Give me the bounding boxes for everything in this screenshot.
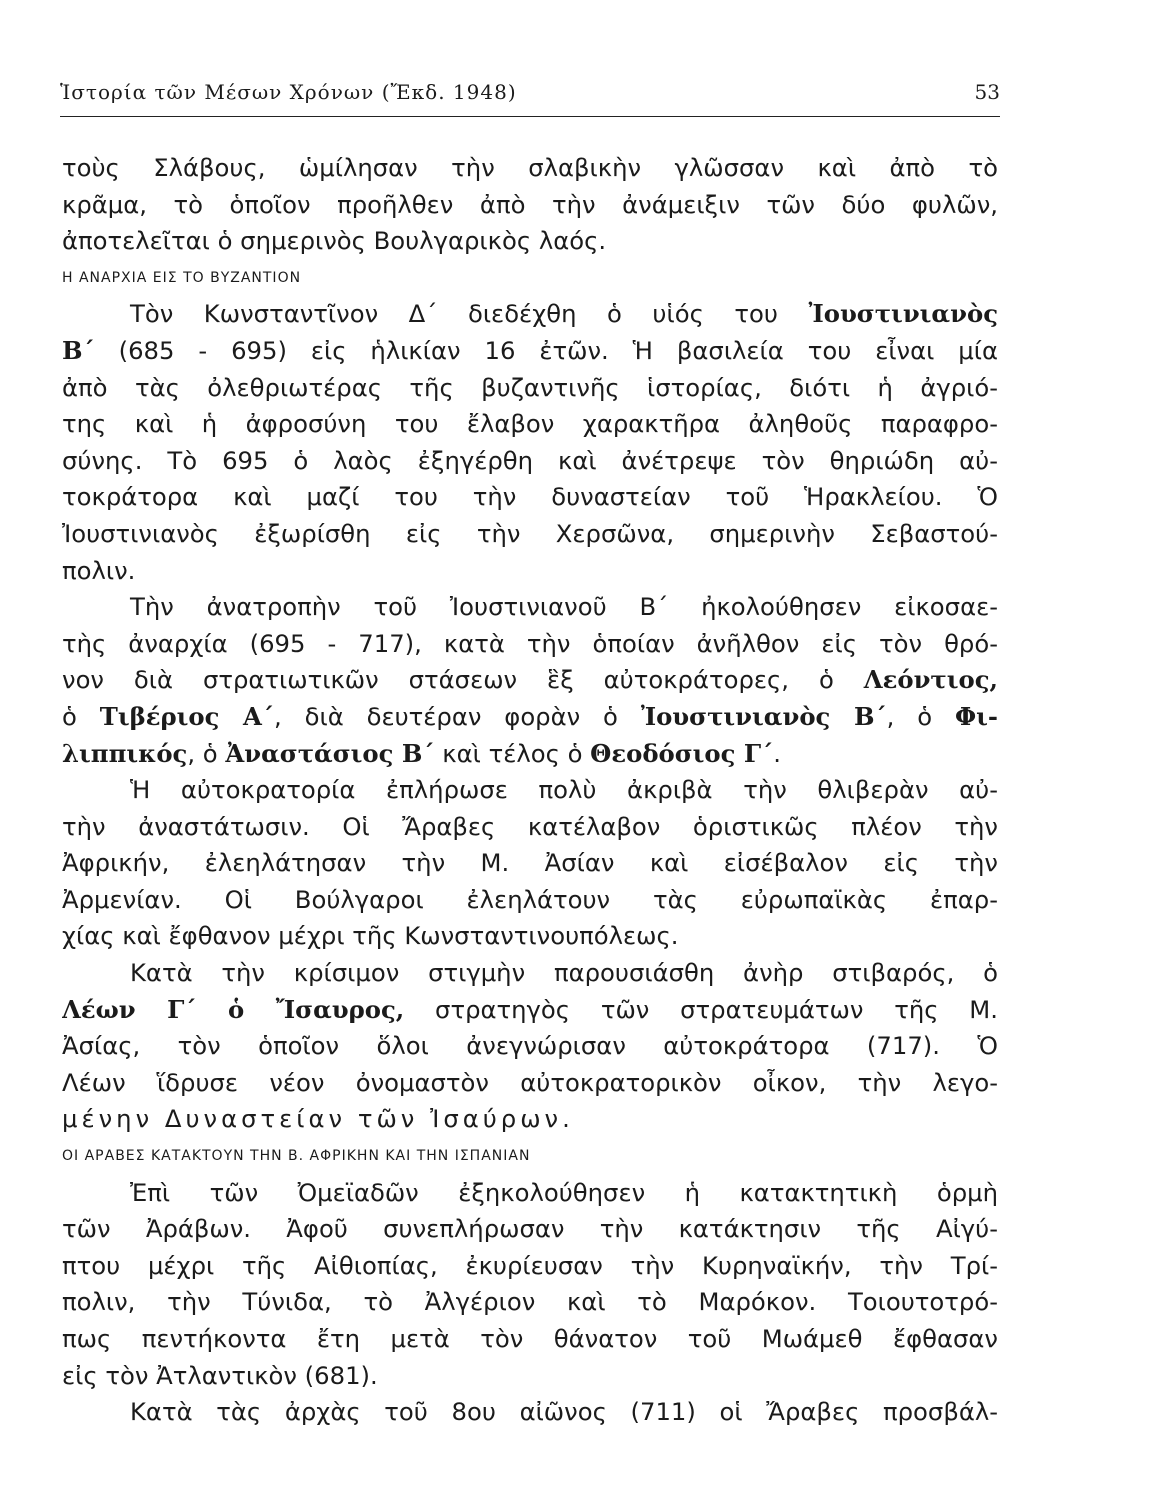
- text-line: Β΄ (685 - 695) εἰς ἡλικίαν 16 ἐτῶν. Ἡ βασιλεία του εἶναι μία: [62, 335, 998, 365]
- running-title: Ἱστορία τῶν Μέσων Χρόνων (Ἔκδ. 1948): [60, 80, 517, 104]
- text-line: νον διὰ στρατιωτικῶν στάσεων ἓξ αὐτοκράτορες, ὁ Λεόντιος,: [62, 665, 998, 695]
- text-line: χίας καὶ ἔφθανον μέχρι τῆς Κωνσταντινουπόλεως.: [62, 921, 679, 951]
- text-line: Λέων Γ΄ ὁ Ἴσαυρος, στρατηγὸς τῶν στρατευμάτων τῆς Μ.: [62, 994, 998, 1024]
- text-line: Ἀσίας, τὸν ὁποῖον ὅλοι ἀνεγνώρισαν αὐτοκράτορα (717). Ὁ: [62, 1031, 998, 1061]
- text-line: Λέων ἵδρυσε νέον ὀνομαστὸν αὐτοκρατορικὸν οἶκον, τὴν λεγο-: [62, 1067, 998, 1097]
- section-heading-arab-conquest: ΟΙ ΑΡΑΒΕΣ ΚΑΤΑΚΤΟΥΝ ΤΗΝ Β. ΑΦΡΙΚΗΝ ΚΑΙ ΤΗΝ ΙΣΠΑΝΙΑΝ: [62, 1148, 531, 1165]
- text-line: Κατὰ τὴν κρίσιμον στιγμὴν παρουσιάσθη ἀνὴρ στιβαρός, ὁ: [130, 958, 998, 988]
- body-text: [62, 150, 998, 1431]
- page-number: 53: [974, 80, 1000, 104]
- text-line: πτου μέχρι τῆς Αἰθιοπίας, ἐκυρίευσαν τὴν Κυρηναϊκήν, τὴν Τρί-: [62, 1250, 998, 1280]
- text-line: ἀπὸ τὰς ὀλεθριωτέρας τῆς βυζαντινῆς ἱστορίας, διότι ἡ ἀγριό-: [62, 372, 998, 402]
- section-heading-anarchy: Η ΑΝΑΡΧΙΑ ΕΙΣ ΤΟ ΒΥΖΑΝΤΙΟΝ: [62, 269, 302, 286]
- text-line: Τὸν Κωνσταντῖνον Δ΄ διεδέχθη ὁ υἱός του Ἰουστινιανὸς: [130, 299, 998, 329]
- text-line: της καὶ ἡ ἀφροσύνη του ἔλαβον χαρακτῆρα ἀληθοῦς παραφρο-: [62, 409, 998, 439]
- text-line: σύνης. Τὸ 695 ὁ λαὸς ἐξηγέρθη καὶ ἀνέτρεψε τὸν θηριώδη αὐ-: [62, 445, 998, 475]
- text-line: πολιν, τὴν Τύνιδα, τὸ Ἀλγέριον καὶ τὸ Μαρόκον. Τοιουτοτρό-: [62, 1287, 998, 1317]
- page-header: [60, 80, 1000, 112]
- text-line: Ἡ αὐτοκρατορία ἐπλήρωσε πολὺ ἀκριβὰ τὴν θλιβερὰν αὐ-: [130, 775, 998, 805]
- text-line: Ἰουστινιανὸς ἐξωρίσθη εἰς τὴν Χερσῶνα, σημερινὴν Σεβαστού-: [62, 518, 998, 548]
- text-line: Ἀφρικήν, ἐλεηλάτησαν τὴν Μ. Ἀσίαν καὶ εἰσέβαλον εἰς τὴν: [62, 848, 998, 878]
- text-line: τοκράτορα καὶ μαζί του τὴν δυναστείαν τοῦ Ἡρακλείου. Ὁ: [62, 482, 998, 512]
- text-line: πως πεντήκοντα ἔτη μετὰ τὸν θάνατον τοῦ Μωάμεθ ἔφθασαν: [62, 1324, 998, 1353]
- text-line: μένην Δυναστείαν τῶν Ἰσαύρων.: [62, 1104, 574, 1134]
- text-line: εἰς τὸν Ἀτλαντικὸν (681).: [62, 1360, 378, 1390]
- text-line: λιππικός, ὁ Ἀναστάσιος Β΄ καὶ τέλος ὁ Θεοδόσιος Γ΄.: [62, 738, 781, 768]
- text-line: τὴν ἀναστάτωσιν. Οἱ Ἄραβες κατέλαβον ὁριστικῶς πλέον τὴν: [62, 811, 998, 841]
- text-line: ὁ Τιβέριος Α΄, διὰ δευτέραν φορὰν ὁ Ἰουστινιανὸς Β΄, ὁ Φι-: [62, 701, 998, 731]
- text-line: τοὺς Σλάβους, ὡμίλησαν τὴν σλαβικὴν γλῶσσαν καὶ ἀπὸ τὸ: [62, 153, 998, 182]
- text-line: κρᾶμα, τὸ ὁποῖον προῆλθεν ἀπὸ τὴν ἀνάμειξιν τῶν δύο φυλῶν,: [62, 189, 998, 219]
- text-line: Ἀρμενίαν. Οἱ Βούλγαροι ἐλεηλάτουν τὰς εὐρωπαϊκὰς ἐπαρ-: [62, 884, 998, 914]
- text-line: πολιν.: [62, 555, 136, 585]
- text-line: Κατὰ τὰς ἀρχὰς τοῦ 8ου αἰῶνος (711) οἱ Ἄραβες προσβάλ-: [130, 1397, 998, 1427]
- header-rule: [60, 116, 1000, 117]
- text-line: τὴς ἀναρχία (695 - 717), κατὰ τὴν ὁποίαν ἀνῆλθον εἰς τὸν θρό-: [62, 628, 998, 658]
- text-line: τῶν Ἀράβων. Ἀφοῦ συνεπλήρωσαν τὴν κατάκτησιν τῆς Αἰγύ-: [62, 1214, 998, 1244]
- text-line: Ἐπὶ τῶν Ὀμεϊαδῶν ἐξηκολούθησεν ἡ κατακτητικὴ ὁρμὴ: [130, 1177, 998, 1207]
- text-line: ἀποτελεῖται ὁ σημερινὸς Βουλγαρικὸς λαός.: [62, 226, 607, 256]
- text-line: Τὴν ἀνατροπὴν τοῦ Ἰουστινιανοῦ Β΄ ἠκολούθησεν εἰκοσαε-: [130, 592, 998, 622]
